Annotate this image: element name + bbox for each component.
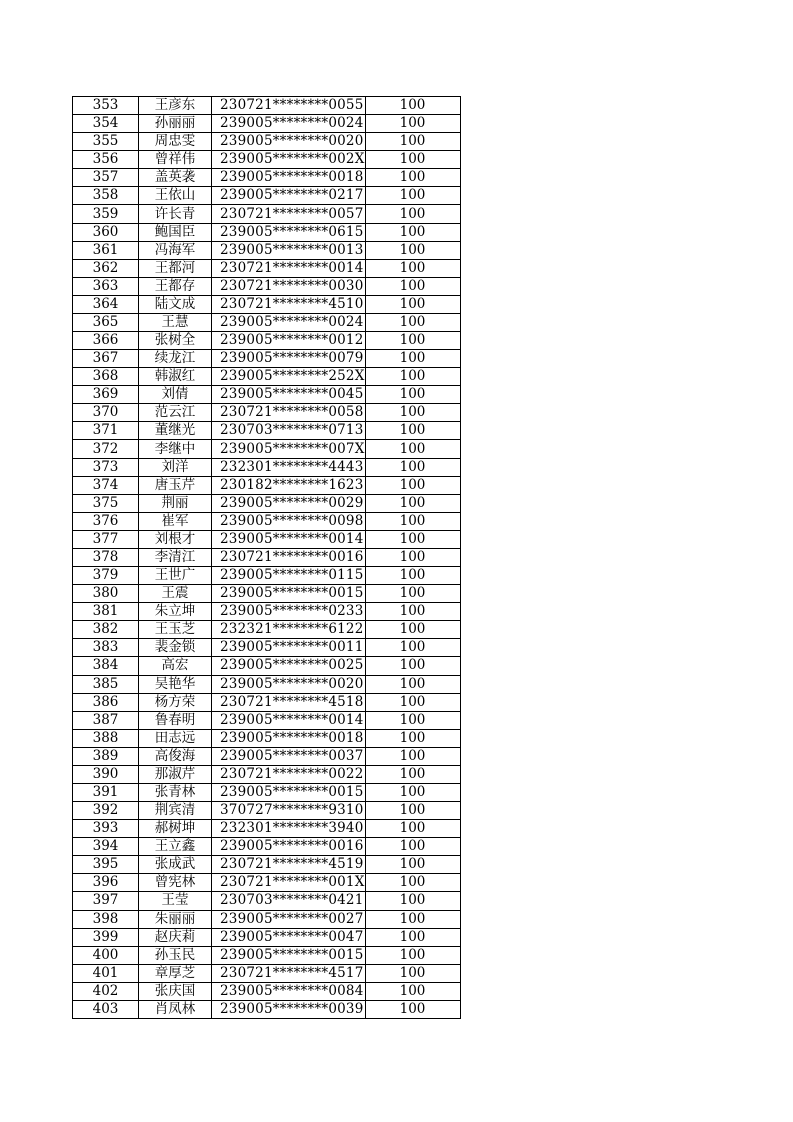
seq-number-cell: 354 bbox=[73, 115, 139, 133]
id-number-cell: 230721********0016 bbox=[212, 548, 366, 566]
name-cell: 吴艳华 bbox=[139, 675, 212, 693]
name-cell: 王玉芝 bbox=[139, 621, 212, 639]
id-number-cell: 239005********0098 bbox=[212, 512, 366, 530]
seq-number-cell: 397 bbox=[73, 892, 139, 910]
id-number-cell: 239005********0014 bbox=[212, 711, 366, 729]
table-row bbox=[73, 548, 461, 566]
name-cell: 王慧 bbox=[139, 313, 212, 331]
table-row bbox=[73, 386, 461, 404]
id-number-cell: 239005********0217 bbox=[212, 187, 366, 205]
amount-cell: 100 bbox=[365, 856, 460, 874]
amount-cell: 100 bbox=[365, 350, 460, 368]
roster-table-body bbox=[73, 97, 461, 1019]
id-number-cell: 230703********0421 bbox=[212, 892, 366, 910]
table-row bbox=[73, 783, 461, 801]
amount-cell: 100 bbox=[365, 802, 460, 820]
id-number-cell: 239005********0027 bbox=[212, 910, 366, 928]
name-cell: 杨方荣 bbox=[139, 693, 212, 711]
name-cell: 许长青 bbox=[139, 205, 212, 223]
amount-cell: 100 bbox=[365, 205, 460, 223]
amount-cell: 100 bbox=[365, 295, 460, 313]
amount-cell: 100 bbox=[365, 693, 460, 711]
amount-cell: 100 bbox=[365, 548, 460, 566]
table-row bbox=[73, 964, 461, 982]
amount-cell: 100 bbox=[365, 187, 460, 205]
amount-cell: 100 bbox=[365, 368, 460, 386]
seq-number-cell: 366 bbox=[73, 332, 139, 350]
seq-number-cell: 387 bbox=[73, 711, 139, 729]
name-cell: 田志远 bbox=[139, 729, 212, 747]
name-cell: 朱立坤 bbox=[139, 603, 212, 621]
seq-number-cell: 365 bbox=[73, 313, 139, 331]
seq-number-cell: 401 bbox=[73, 964, 139, 982]
name-cell: 赵庆莉 bbox=[139, 928, 212, 946]
id-number-cell: 239005********0011 bbox=[212, 639, 366, 657]
table-row bbox=[73, 982, 461, 1000]
seq-number-cell: 355 bbox=[73, 133, 139, 151]
id-number-cell: 239005********0012 bbox=[212, 332, 366, 350]
name-cell: 张树全 bbox=[139, 332, 212, 350]
table-row bbox=[73, 838, 461, 856]
seq-number-cell: 383 bbox=[73, 639, 139, 657]
seq-number-cell: 393 bbox=[73, 820, 139, 838]
table-row bbox=[73, 259, 461, 277]
name-cell: 王都河 bbox=[139, 259, 212, 277]
id-number-cell: 230721********4517 bbox=[212, 964, 366, 982]
amount-cell: 100 bbox=[365, 476, 460, 494]
seq-number-cell: 357 bbox=[73, 169, 139, 187]
table-row bbox=[73, 675, 461, 693]
name-cell: 张成武 bbox=[139, 856, 212, 874]
name-cell: 续龙江 bbox=[139, 350, 212, 368]
seq-number-cell: 367 bbox=[73, 350, 139, 368]
seq-number-cell: 398 bbox=[73, 910, 139, 928]
name-cell: 刘根才 bbox=[139, 530, 212, 548]
seq-number-cell: 381 bbox=[73, 603, 139, 621]
id-number-cell: 239005********007X bbox=[212, 440, 366, 458]
table-row bbox=[73, 928, 461, 946]
seq-number-cell: 370 bbox=[73, 404, 139, 422]
table-row bbox=[73, 729, 461, 747]
seq-number-cell: 376 bbox=[73, 512, 139, 530]
name-cell: 那淑芹 bbox=[139, 765, 212, 783]
amount-cell: 100 bbox=[365, 151, 460, 169]
table-row bbox=[73, 422, 461, 440]
amount-cell: 100 bbox=[365, 928, 460, 946]
amount-cell: 100 bbox=[365, 494, 460, 512]
id-number-cell: 230721********001X bbox=[212, 874, 366, 892]
table-row bbox=[73, 241, 461, 259]
table-row bbox=[73, 350, 461, 368]
seq-number-cell: 358 bbox=[73, 187, 139, 205]
seq-number-cell: 364 bbox=[73, 295, 139, 313]
seq-number-cell: 399 bbox=[73, 928, 139, 946]
table-row bbox=[73, 205, 461, 223]
table-row bbox=[73, 802, 461, 820]
id-number-cell: 239005********0015 bbox=[212, 783, 366, 801]
amount-cell: 100 bbox=[365, 277, 460, 295]
seq-number-cell: 371 bbox=[73, 422, 139, 440]
name-cell: 李继中 bbox=[139, 440, 212, 458]
table-row bbox=[73, 332, 461, 350]
id-number-cell: 239005********0020 bbox=[212, 675, 366, 693]
id-number-cell: 239005********0014 bbox=[212, 530, 366, 548]
amount-cell: 100 bbox=[365, 567, 460, 585]
table-row bbox=[73, 277, 461, 295]
seq-number-cell: 379 bbox=[73, 567, 139, 585]
table-row bbox=[73, 458, 461, 476]
seq-number-cell: 391 bbox=[73, 783, 139, 801]
amount-cell: 100 bbox=[365, 133, 460, 151]
seq-number-cell: 353 bbox=[73, 97, 139, 115]
table-row bbox=[73, 765, 461, 783]
amount-cell: 100 bbox=[365, 115, 460, 133]
table-row bbox=[73, 621, 461, 639]
id-number-cell: 232301********4443 bbox=[212, 458, 366, 476]
id-number-cell: 230721********0057 bbox=[212, 205, 366, 223]
amount-cell: 100 bbox=[365, 512, 460, 530]
seq-number-cell: 363 bbox=[73, 277, 139, 295]
amount-cell: 100 bbox=[365, 313, 460, 331]
table-row bbox=[73, 115, 461, 133]
table-row bbox=[73, 657, 461, 675]
seq-number-cell: 396 bbox=[73, 874, 139, 892]
id-number-cell: 239005********0018 bbox=[212, 729, 366, 747]
seq-number-cell: 360 bbox=[73, 223, 139, 241]
id-number-cell: 230721********4518 bbox=[212, 693, 366, 711]
name-cell: 荆丽 bbox=[139, 494, 212, 512]
amount-cell: 100 bbox=[365, 603, 460, 621]
id-number-cell: 239005********0024 bbox=[212, 115, 366, 133]
name-cell: 李清江 bbox=[139, 548, 212, 566]
name-cell: 裴金锁 bbox=[139, 639, 212, 657]
name-cell: 孙玉民 bbox=[139, 946, 212, 964]
seq-number-cell: 386 bbox=[73, 693, 139, 711]
name-cell: 荆宾清 bbox=[139, 802, 212, 820]
amount-cell: 100 bbox=[365, 747, 460, 765]
id-number-cell: 239005********0020 bbox=[212, 133, 366, 151]
amount-cell: 100 bbox=[365, 675, 460, 693]
table-row bbox=[73, 476, 461, 494]
name-cell: 韩淑红 bbox=[139, 368, 212, 386]
seq-number-cell: 369 bbox=[73, 386, 139, 404]
table-row bbox=[73, 820, 461, 838]
seq-number-cell: 395 bbox=[73, 856, 139, 874]
table-row bbox=[73, 856, 461, 874]
amount-cell: 100 bbox=[365, 458, 460, 476]
id-number-cell: 239005********0025 bbox=[212, 657, 366, 675]
table-row bbox=[73, 440, 461, 458]
table-row bbox=[73, 1000, 461, 1018]
amount-cell: 100 bbox=[365, 765, 460, 783]
roster-table bbox=[72, 96, 461, 1019]
amount-cell: 100 bbox=[365, 223, 460, 241]
id-number-cell: 239005********0084 bbox=[212, 982, 366, 1000]
id-number-cell: 239005********0045 bbox=[212, 386, 366, 404]
id-number-cell: 239005********252X bbox=[212, 368, 366, 386]
seq-number-cell: 378 bbox=[73, 548, 139, 566]
seq-number-cell: 377 bbox=[73, 530, 139, 548]
name-cell: 周忠雯 bbox=[139, 133, 212, 151]
table-row bbox=[73, 295, 461, 313]
amount-cell: 100 bbox=[365, 585, 460, 603]
name-cell: 王立鑫 bbox=[139, 838, 212, 856]
seq-number-cell: 400 bbox=[73, 946, 139, 964]
amount-cell: 100 bbox=[365, 946, 460, 964]
seq-number-cell: 382 bbox=[73, 621, 139, 639]
id-number-cell: 239005********0233 bbox=[212, 603, 366, 621]
seq-number-cell: 384 bbox=[73, 657, 139, 675]
table-row bbox=[73, 585, 461, 603]
table-row bbox=[73, 603, 461, 621]
name-cell: 鲍国臣 bbox=[139, 223, 212, 241]
seq-number-cell: 368 bbox=[73, 368, 139, 386]
table-row bbox=[73, 567, 461, 585]
amount-cell: 100 bbox=[365, 892, 460, 910]
seq-number-cell: 359 bbox=[73, 205, 139, 223]
seq-number-cell: 361 bbox=[73, 241, 139, 259]
table-row bbox=[73, 910, 461, 928]
table-row bbox=[73, 711, 461, 729]
name-cell: 王震 bbox=[139, 585, 212, 603]
table-row bbox=[73, 494, 461, 512]
name-cell: 鲁春明 bbox=[139, 711, 212, 729]
id-number-cell: 230703********0713 bbox=[212, 422, 366, 440]
id-number-cell: 239005********0024 bbox=[212, 313, 366, 331]
name-cell: 崔军 bbox=[139, 512, 212, 530]
id-number-cell: 239005********0079 bbox=[212, 350, 366, 368]
id-number-cell: 230721********0022 bbox=[212, 765, 366, 783]
id-number-cell: 239005********0047 bbox=[212, 928, 366, 946]
name-cell: 陆文成 bbox=[139, 295, 212, 313]
name-cell: 王依山 bbox=[139, 187, 212, 205]
table-row bbox=[73, 133, 461, 151]
name-cell: 董继光 bbox=[139, 422, 212, 440]
amount-cell: 100 bbox=[365, 404, 460, 422]
name-cell: 刘倩 bbox=[139, 386, 212, 404]
id-number-cell: 239005********0018 bbox=[212, 169, 366, 187]
table-row bbox=[73, 946, 461, 964]
seq-number-cell: 375 bbox=[73, 494, 139, 512]
id-number-cell: 230721********0058 bbox=[212, 404, 366, 422]
name-cell: 刘洋 bbox=[139, 458, 212, 476]
seq-number-cell: 389 bbox=[73, 747, 139, 765]
amount-cell: 100 bbox=[365, 982, 460, 1000]
seq-number-cell: 362 bbox=[73, 259, 139, 277]
name-cell: 范云江 bbox=[139, 404, 212, 422]
seq-number-cell: 402 bbox=[73, 982, 139, 1000]
id-number-cell: 239005********0115 bbox=[212, 567, 366, 585]
amount-cell: 100 bbox=[365, 97, 460, 115]
id-number-cell: 230721********0014 bbox=[212, 259, 366, 277]
table-row bbox=[73, 693, 461, 711]
name-cell: 曾宪林 bbox=[139, 874, 212, 892]
amount-cell: 100 bbox=[365, 711, 460, 729]
table-row bbox=[73, 530, 461, 548]
amount-cell: 100 bbox=[365, 530, 460, 548]
seq-number-cell: 372 bbox=[73, 440, 139, 458]
amount-cell: 100 bbox=[365, 422, 460, 440]
id-number-cell: 239005********0037 bbox=[212, 747, 366, 765]
id-number-cell: 230721********0030 bbox=[212, 277, 366, 295]
amount-cell: 100 bbox=[365, 241, 460, 259]
name-cell: 冯海军 bbox=[139, 241, 212, 259]
table-row bbox=[73, 404, 461, 422]
table-row bbox=[73, 223, 461, 241]
name-cell: 曾祥伟 bbox=[139, 151, 212, 169]
id-number-cell: 230721********4519 bbox=[212, 856, 366, 874]
id-number-cell: 239005********002X bbox=[212, 151, 366, 169]
id-number-cell: 230721********0055 bbox=[212, 97, 366, 115]
seq-number-cell: 356 bbox=[73, 151, 139, 169]
amount-cell: 100 bbox=[365, 783, 460, 801]
seq-number-cell: 374 bbox=[73, 476, 139, 494]
id-number-cell: 239005********0039 bbox=[212, 1000, 366, 1018]
amount-cell: 100 bbox=[365, 820, 460, 838]
seq-number-cell: 392 bbox=[73, 802, 139, 820]
seq-number-cell: 390 bbox=[73, 765, 139, 783]
table-row bbox=[73, 368, 461, 386]
amount-cell: 100 bbox=[365, 657, 460, 675]
name-cell: 肖凤林 bbox=[139, 1000, 212, 1018]
seq-number-cell: 385 bbox=[73, 675, 139, 693]
table-row bbox=[73, 97, 461, 115]
name-cell: 孙丽丽 bbox=[139, 115, 212, 133]
amount-cell: 100 bbox=[365, 874, 460, 892]
seq-number-cell: 403 bbox=[73, 1000, 139, 1018]
name-cell: 王彦东 bbox=[139, 97, 212, 115]
id-number-cell: 239005********0029 bbox=[212, 494, 366, 512]
name-cell: 郝树坤 bbox=[139, 820, 212, 838]
name-cell: 王世广 bbox=[139, 567, 212, 585]
name-cell: 高宏 bbox=[139, 657, 212, 675]
amount-cell: 100 bbox=[365, 964, 460, 982]
table-row bbox=[73, 151, 461, 169]
name-cell: 王莹 bbox=[139, 892, 212, 910]
table-row bbox=[73, 169, 461, 187]
name-cell: 朱丽丽 bbox=[139, 910, 212, 928]
table-row bbox=[73, 874, 461, 892]
table-row bbox=[73, 639, 461, 657]
amount-cell: 100 bbox=[365, 259, 460, 277]
amount-cell: 100 bbox=[365, 440, 460, 458]
id-number-cell: 239005********0016 bbox=[212, 838, 366, 856]
amount-cell: 100 bbox=[365, 639, 460, 657]
seq-number-cell: 388 bbox=[73, 729, 139, 747]
seq-number-cell: 380 bbox=[73, 585, 139, 603]
table-row bbox=[73, 313, 461, 331]
name-cell: 张青林 bbox=[139, 783, 212, 801]
table-row bbox=[73, 512, 461, 530]
name-cell: 王都存 bbox=[139, 277, 212, 295]
table-row bbox=[73, 747, 461, 765]
seq-number-cell: 394 bbox=[73, 838, 139, 856]
table-row bbox=[73, 892, 461, 910]
amount-cell: 100 bbox=[365, 169, 460, 187]
name-cell: 高俊海 bbox=[139, 747, 212, 765]
id-number-cell: 239005********0015 bbox=[212, 946, 366, 964]
id-number-cell: 230721********4510 bbox=[212, 295, 366, 313]
amount-cell: 100 bbox=[365, 910, 460, 928]
id-number-cell: 232321********6122 bbox=[212, 621, 366, 639]
amount-cell: 100 bbox=[365, 621, 460, 639]
id-number-cell: 370727********9310 bbox=[212, 802, 366, 820]
table-row bbox=[73, 187, 461, 205]
id-number-cell: 239005********0615 bbox=[212, 223, 366, 241]
amount-cell: 100 bbox=[365, 729, 460, 747]
id-number-cell: 232301********3940 bbox=[212, 820, 366, 838]
amount-cell: 100 bbox=[365, 838, 460, 856]
id-number-cell: 230182********1623 bbox=[212, 476, 366, 494]
id-number-cell: 239005********0013 bbox=[212, 241, 366, 259]
name-cell: 张庆国 bbox=[139, 982, 212, 1000]
seq-number-cell: 373 bbox=[73, 458, 139, 476]
name-cell: 唐玉芹 bbox=[139, 476, 212, 494]
amount-cell: 100 bbox=[365, 332, 460, 350]
name-cell: 章厚芝 bbox=[139, 964, 212, 982]
name-cell: 盖英袭 bbox=[139, 169, 212, 187]
id-number-cell: 239005********0015 bbox=[212, 585, 366, 603]
amount-cell: 100 bbox=[365, 386, 460, 404]
amount-cell: 100 bbox=[365, 1000, 460, 1018]
